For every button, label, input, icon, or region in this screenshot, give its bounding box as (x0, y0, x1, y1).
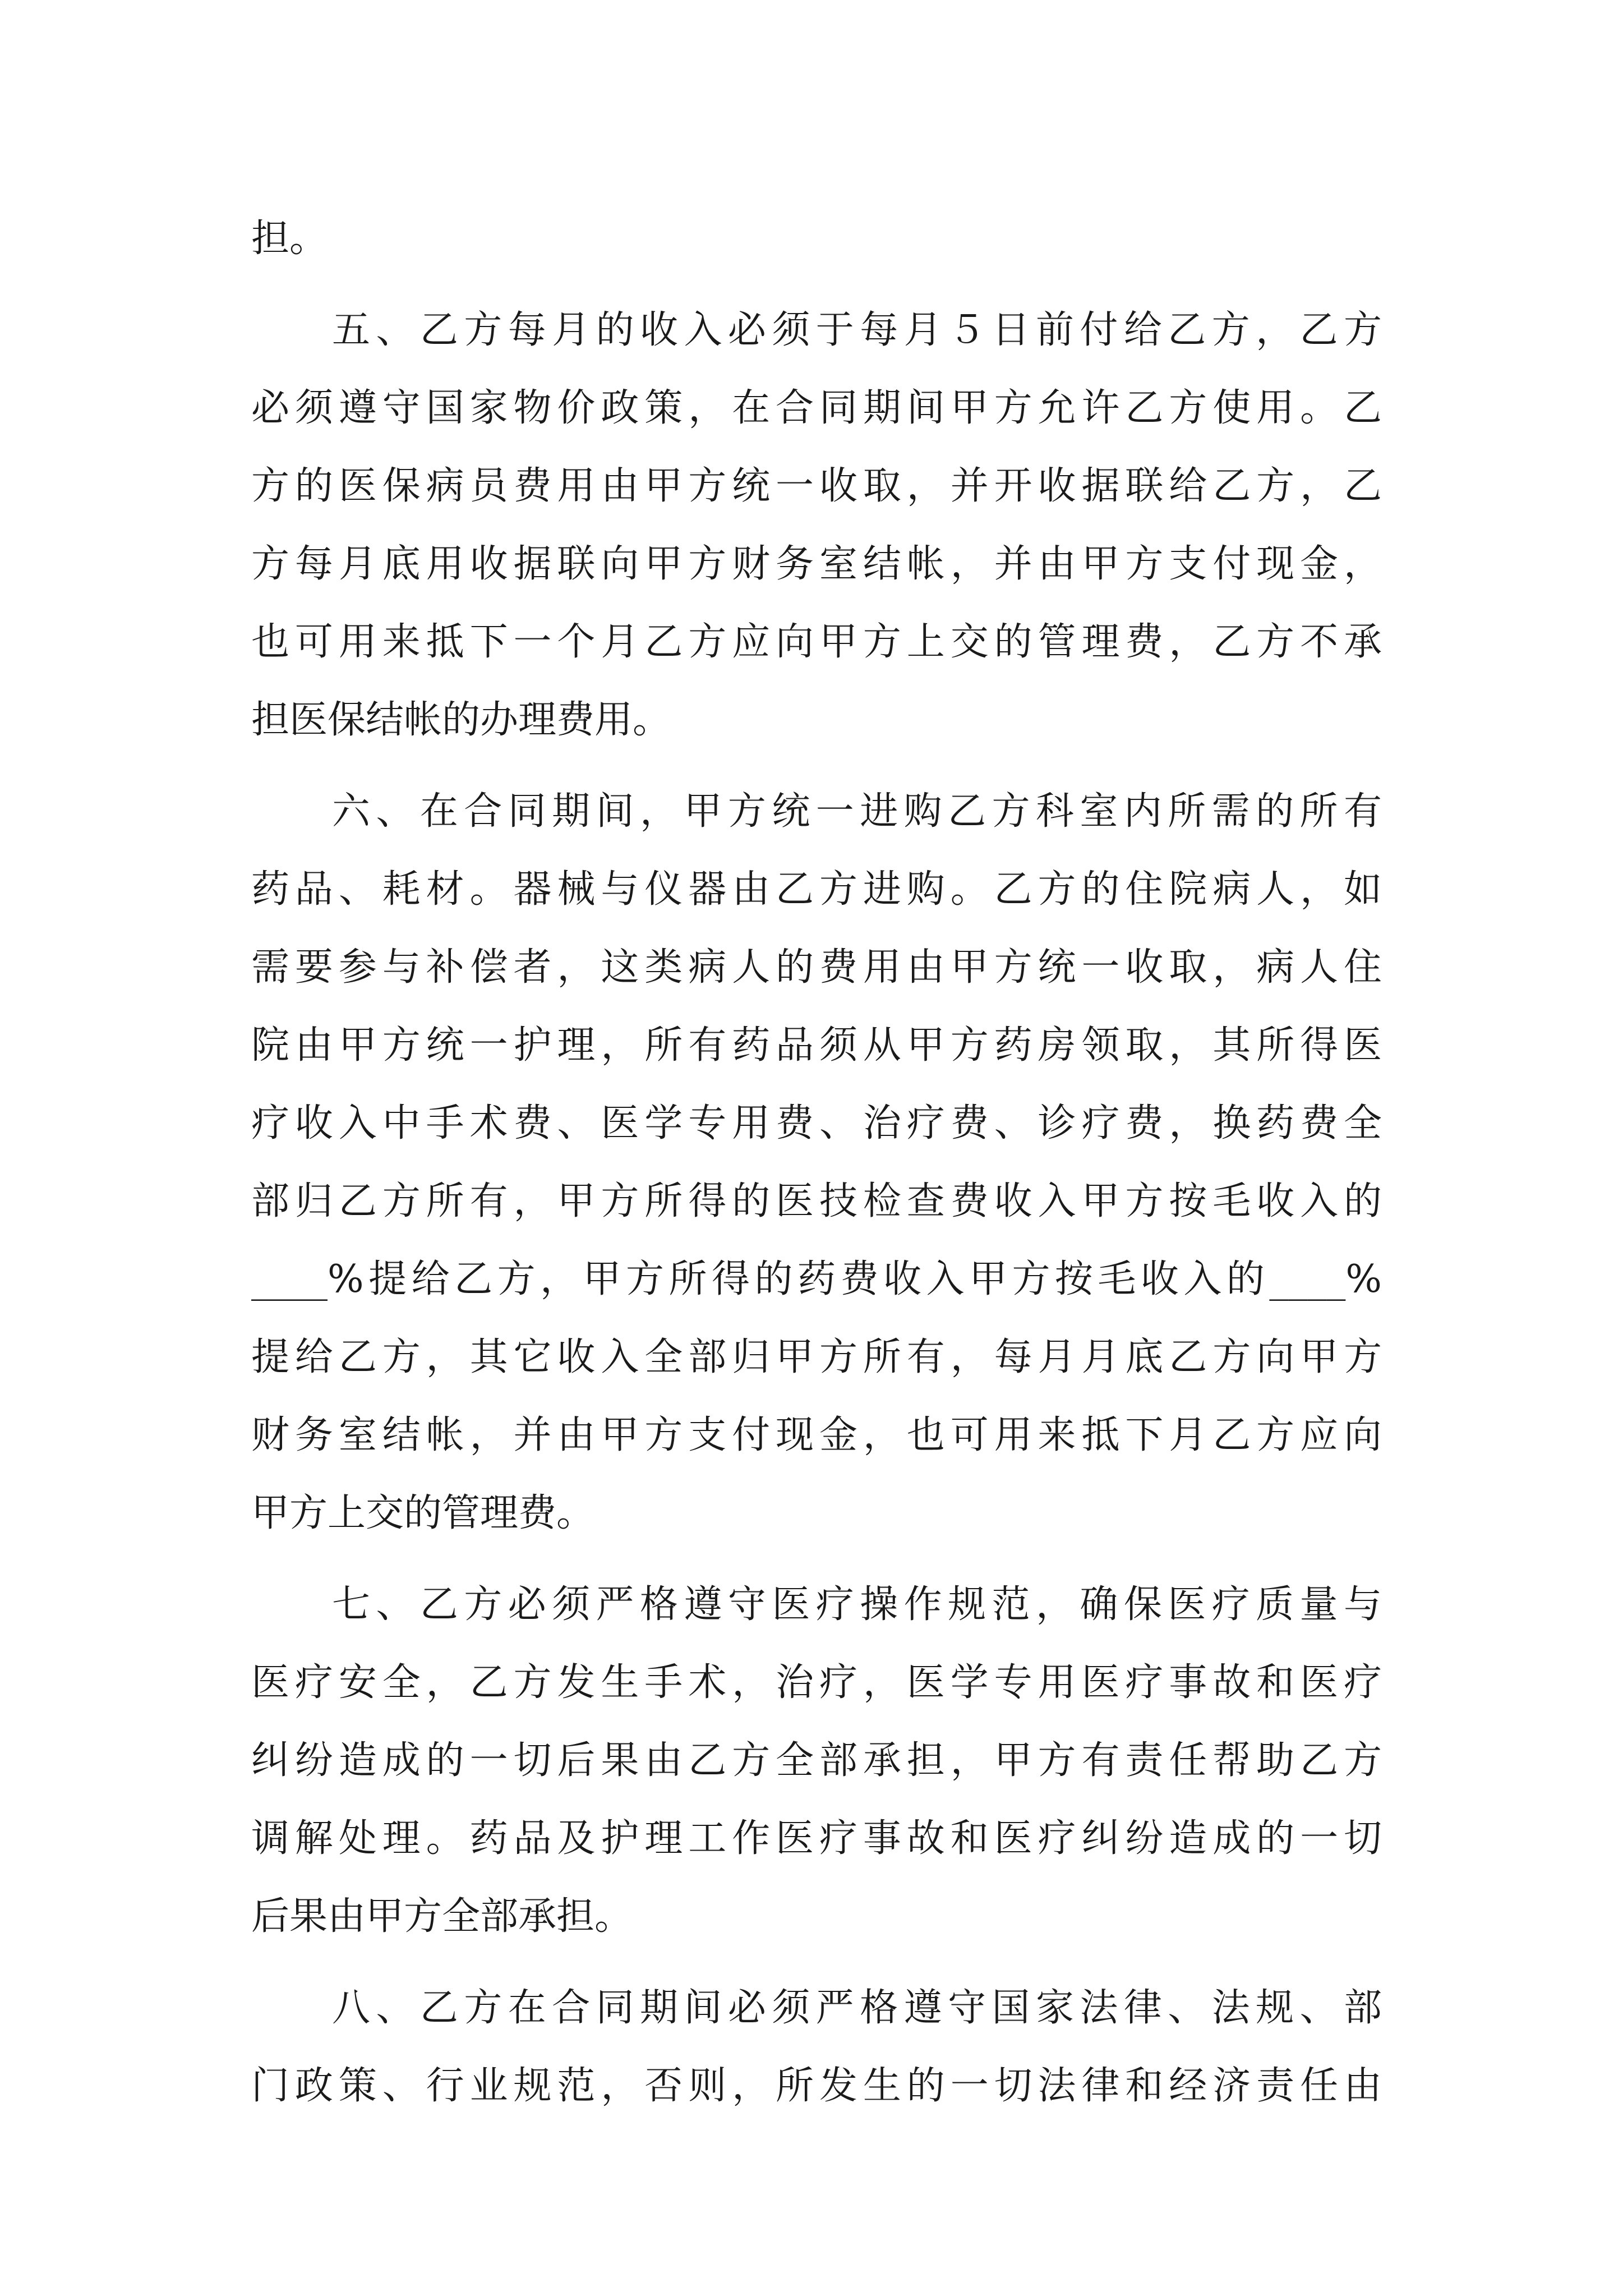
document-line: 方的医保病员费用由甲方统一收取，并开收据联给乙方，乙 (251, 464, 1382, 508)
document-line: 六、在合同期间，甲方统一进购乙方科室内所需的所有 (332, 789, 1382, 834)
document-line: 药品、耗材。器械与仪器由乙方进购。乙方的住院病人，如 (251, 867, 1382, 912)
document-line: 方每月底用收据联向甲方财务室结帐，并由甲方支付现金， (251, 542, 1382, 586)
document-line: 甲方上交的管理费。 (251, 1491, 595, 1535)
document-line: 调解处理。药品及护理工作医疗事故和医疗纠纷造成的一切 (251, 1816, 1382, 1861)
document-line: 也可用来抵下一个月乙方应向甲方上交的管理费，乙方不承 (251, 620, 1382, 664)
document-line: 疗收入中手术费、医学专用费、治疗费、诊疗费，换药费全 (251, 1101, 1382, 1145)
document-line: 财务室结帐，并由甲方支付现金，也可用来抵下月乙方应向 (251, 1413, 1382, 1457)
contract-body-text (251, 200, 1382, 2125)
document-line: 门政策、行业规范，否则，所发生的一切法律和经济责任由 (251, 2064, 1382, 2108)
document-line: ____%提给乙方，甲方所得的药费收入甲方按毛收入的____% (251, 1257, 1382, 1301)
document-line: 担医保结帐的办理费用。 (251, 698, 671, 742)
document-line: 需要参与补偿者，这类病人的费用由甲方统一收取，病人住 (251, 945, 1382, 990)
document-line: 七、乙方必须严格遵守医疗操作规范，确保医疗质量与 (332, 1582, 1382, 1627)
document-line: 后果由甲方全部承担。 (251, 1894, 633, 1939)
document-line: 医疗安全，乙方发生手术，治疗，医学专用医疗事故和医疗 (251, 1660, 1382, 1705)
document-line: 五、乙方每月的收入必须于每月５日前付给乙方，乙方 (332, 308, 1382, 352)
document-line: 担。 (251, 217, 328, 261)
document-line: 部归乙方所有，甲方所得的医技检查费收入甲方按毛收入的 (251, 1179, 1382, 1223)
document-line: 院由甲方统一护理，所有药品须从甲方药房领取，其所得医 (251, 1023, 1382, 1068)
document-line: 必须遵守国家物价政策，在合同期间甲方允许乙方使用。乙 (251, 386, 1382, 430)
document-line: 提给乙方，其它收入全部归甲方所有，每月月底乙方向甲方 (251, 1335, 1382, 1379)
document-line: 纠纷造成的一切后果由乙方全部承担，甲方有责任帮助乙方 (251, 1738, 1382, 1783)
document-line: 八、乙方在合同期间必须严格遵守国家法律、法规、部 (332, 1986, 1382, 2030)
